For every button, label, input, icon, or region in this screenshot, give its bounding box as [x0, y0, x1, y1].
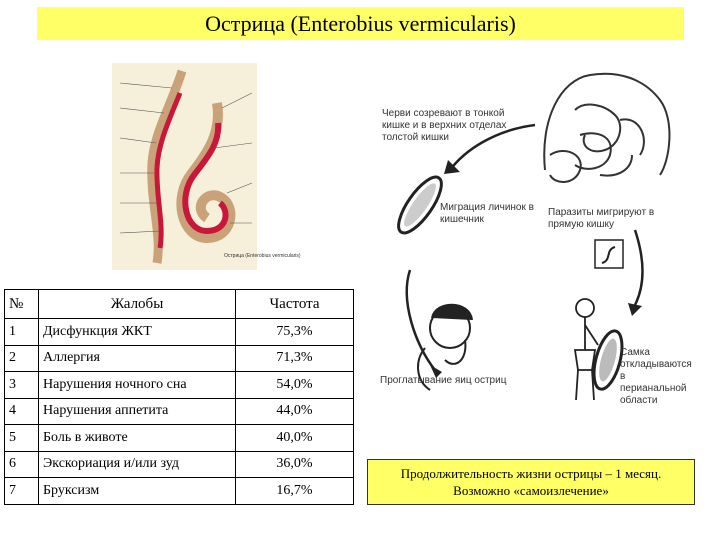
table-row [5, 372, 354, 399]
slide-title: Острица (Enterobius vermicularis) [37, 7, 684, 40]
row-frequency: 54,0% [236, 372, 354, 399]
complaints-table [4, 289, 354, 505]
row-frequency: 44,0% [236, 398, 354, 425]
table-row [5, 451, 354, 478]
row-frequency: 36,0% [236, 451, 354, 478]
row-number: 5 [5, 425, 39, 452]
label-egg-laying: Самка откладываются в перианальной области [620, 347, 692, 406]
header-frequency: Частота [236, 290, 354, 319]
row-frequency: 75,3% [236, 319, 354, 346]
row-complaint: Бруксизм [39, 478, 236, 505]
label-larvae-migration: Миграция личинок в кишечник [440, 202, 534, 225]
row-frequency: 40,0% [236, 425, 354, 452]
table-header-row [5, 290, 354, 319]
worm-caption: Острица (Enterobius vermicularis) [224, 253, 301, 259]
row-number: 3 [5, 372, 39, 399]
table-row [5, 345, 354, 372]
row-number: 2 [5, 345, 39, 372]
intestine-drawing [544, 74, 669, 182]
table-row [5, 478, 354, 505]
row-complaint: Нарушения аппетита [39, 398, 236, 425]
lifespan-note [367, 459, 695, 505]
row-complaint: Дисфункция ЖКТ [39, 319, 236, 346]
table-row [5, 398, 354, 425]
table-row [5, 319, 354, 346]
label-mature: Черви созревают в тонкой кишке и в верхних отделах толстой кишки [382, 108, 507, 143]
header-number: № [5, 290, 39, 319]
pinworm-illustration [112, 63, 301, 270]
note-line-1: Продолжительность жизни острицы – 1 месяц. [400, 466, 662, 481]
row-complaint: Боль в животе [39, 425, 236, 452]
label-parasites-migrate: Паразиты мигрируют в прямую кишку [548, 207, 655, 230]
row-number: 6 [5, 451, 39, 478]
row-frequency: 71,3% [236, 345, 354, 372]
row-complaint: Экскориация и/или зуд [39, 451, 236, 478]
label-swallow: Проглатывание яиц остриц [380, 375, 507, 386]
row-frequency: 16,7% [236, 478, 354, 505]
row-number: 4 [5, 398, 39, 425]
row-complaint: Аллергия [39, 345, 236, 372]
lifecycle-diagram [370, 60, 690, 420]
row-number: 1 [5, 319, 39, 346]
row-complaint: Нарушения ночного сна [39, 372, 236, 399]
note-line-2: Возможно «самоизлечение» [453, 483, 609, 498]
row-number: 7 [5, 478, 39, 505]
header-complaint: Жалобы [39, 290, 236, 319]
table-row [5, 425, 354, 452]
